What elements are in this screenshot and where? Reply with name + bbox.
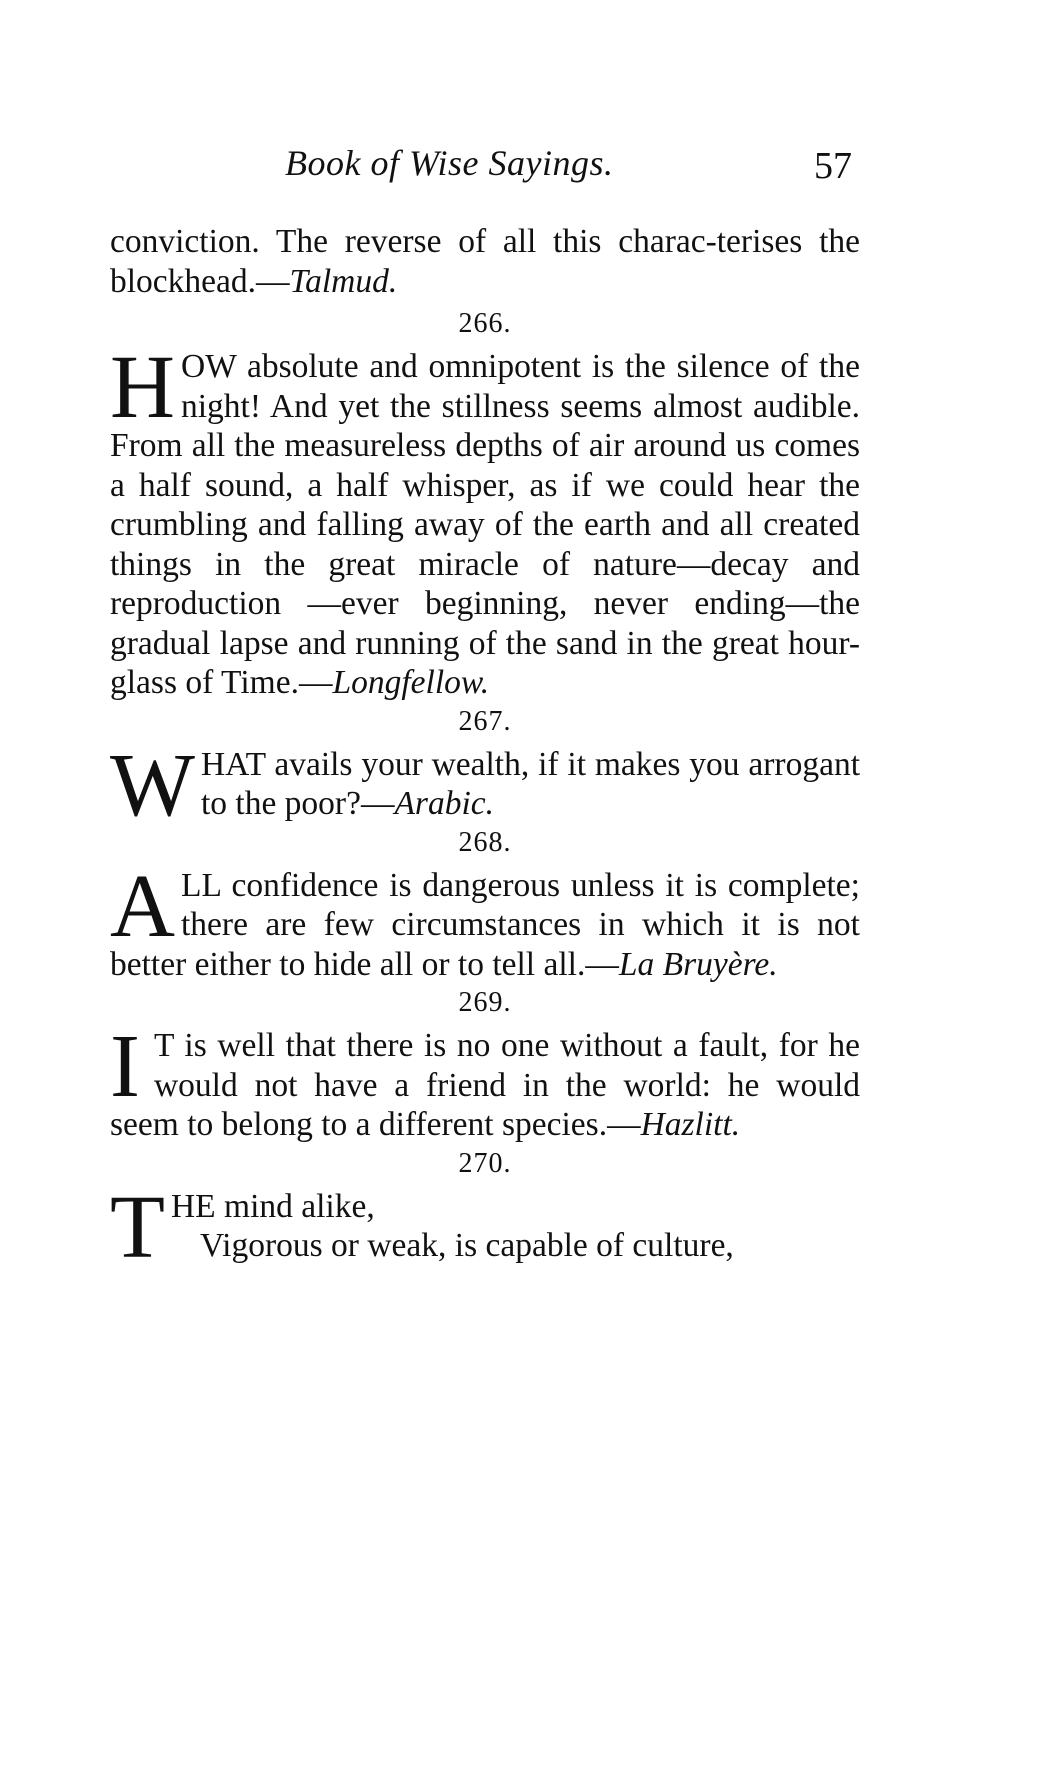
drop-cap: H [110, 338, 175, 437]
page-number: 57 [814, 145, 852, 187]
drop-cap: A [110, 856, 175, 956]
drop-cap: W [110, 735, 195, 835]
saying-number: 266. [458, 308, 512, 339]
saying-body: OW absolute and omnipotent is the silence of the night! And yet the stillness seems almost audible. From all the measureless depths of air around us comes a half sound, a half whisper, as if we could hear the crumbling and falling away of the earth and all created things in the great miracle of nature—decay and reproduction —ever beginning, never ending—the gradual lapse and running of the sand in the great hour-glass of Time.— [110, 348, 860, 701]
attribution: Hazlitt. [640, 1106, 741, 1143]
attribution: Longfellow. [332, 664, 490, 701]
continued-paragraph [110, 222, 860, 301]
saying-number: 269. [458, 987, 512, 1018]
saying-body: LL confidence is dangerous unless it is complete; there are few circumstances in which it is not better either to hide all or to tell all.— [110, 866, 860, 983]
saying-body: HAT avails your wealth, if it makes you arrogant to the poor?— [200, 745, 860, 822]
saying-text [110, 1017, 860, 1145]
saying-number: 270. [458, 1147, 512, 1179]
saying-text [110, 856, 860, 985]
saying-body: T is well that there is no one without a fault, for he would not have a friend in the world: he would seem to belong to a different species.— [110, 1027, 860, 1143]
continued-text: conviction. The reverse of all this charac-terises the blockhead.— [110, 223, 860, 300]
verse-text [110, 1177, 860, 1277]
running-head [110, 142, 860, 186]
saying-text [110, 735, 860, 835]
text-block [110, 222, 860, 1277]
saying-number: 267. [458, 705, 512, 737]
saying-text [110, 338, 860, 703]
running-title: Book of Wise Sayings. [285, 143, 614, 183]
drop-cap: T [110, 1177, 165, 1277]
attribution: La Bruyère. [618, 945, 778, 983]
saying-number: 268. [458, 826, 512, 858]
attribution: Arabic. [394, 785, 495, 822]
drop-cap: I [110, 1017, 140, 1116]
attribution: Talmud. [289, 262, 398, 300]
verse-line: HE mind alike, [170, 1187, 375, 1225]
verse-line: Vigorous or weak, is capable of culture, [200, 1227, 734, 1264]
